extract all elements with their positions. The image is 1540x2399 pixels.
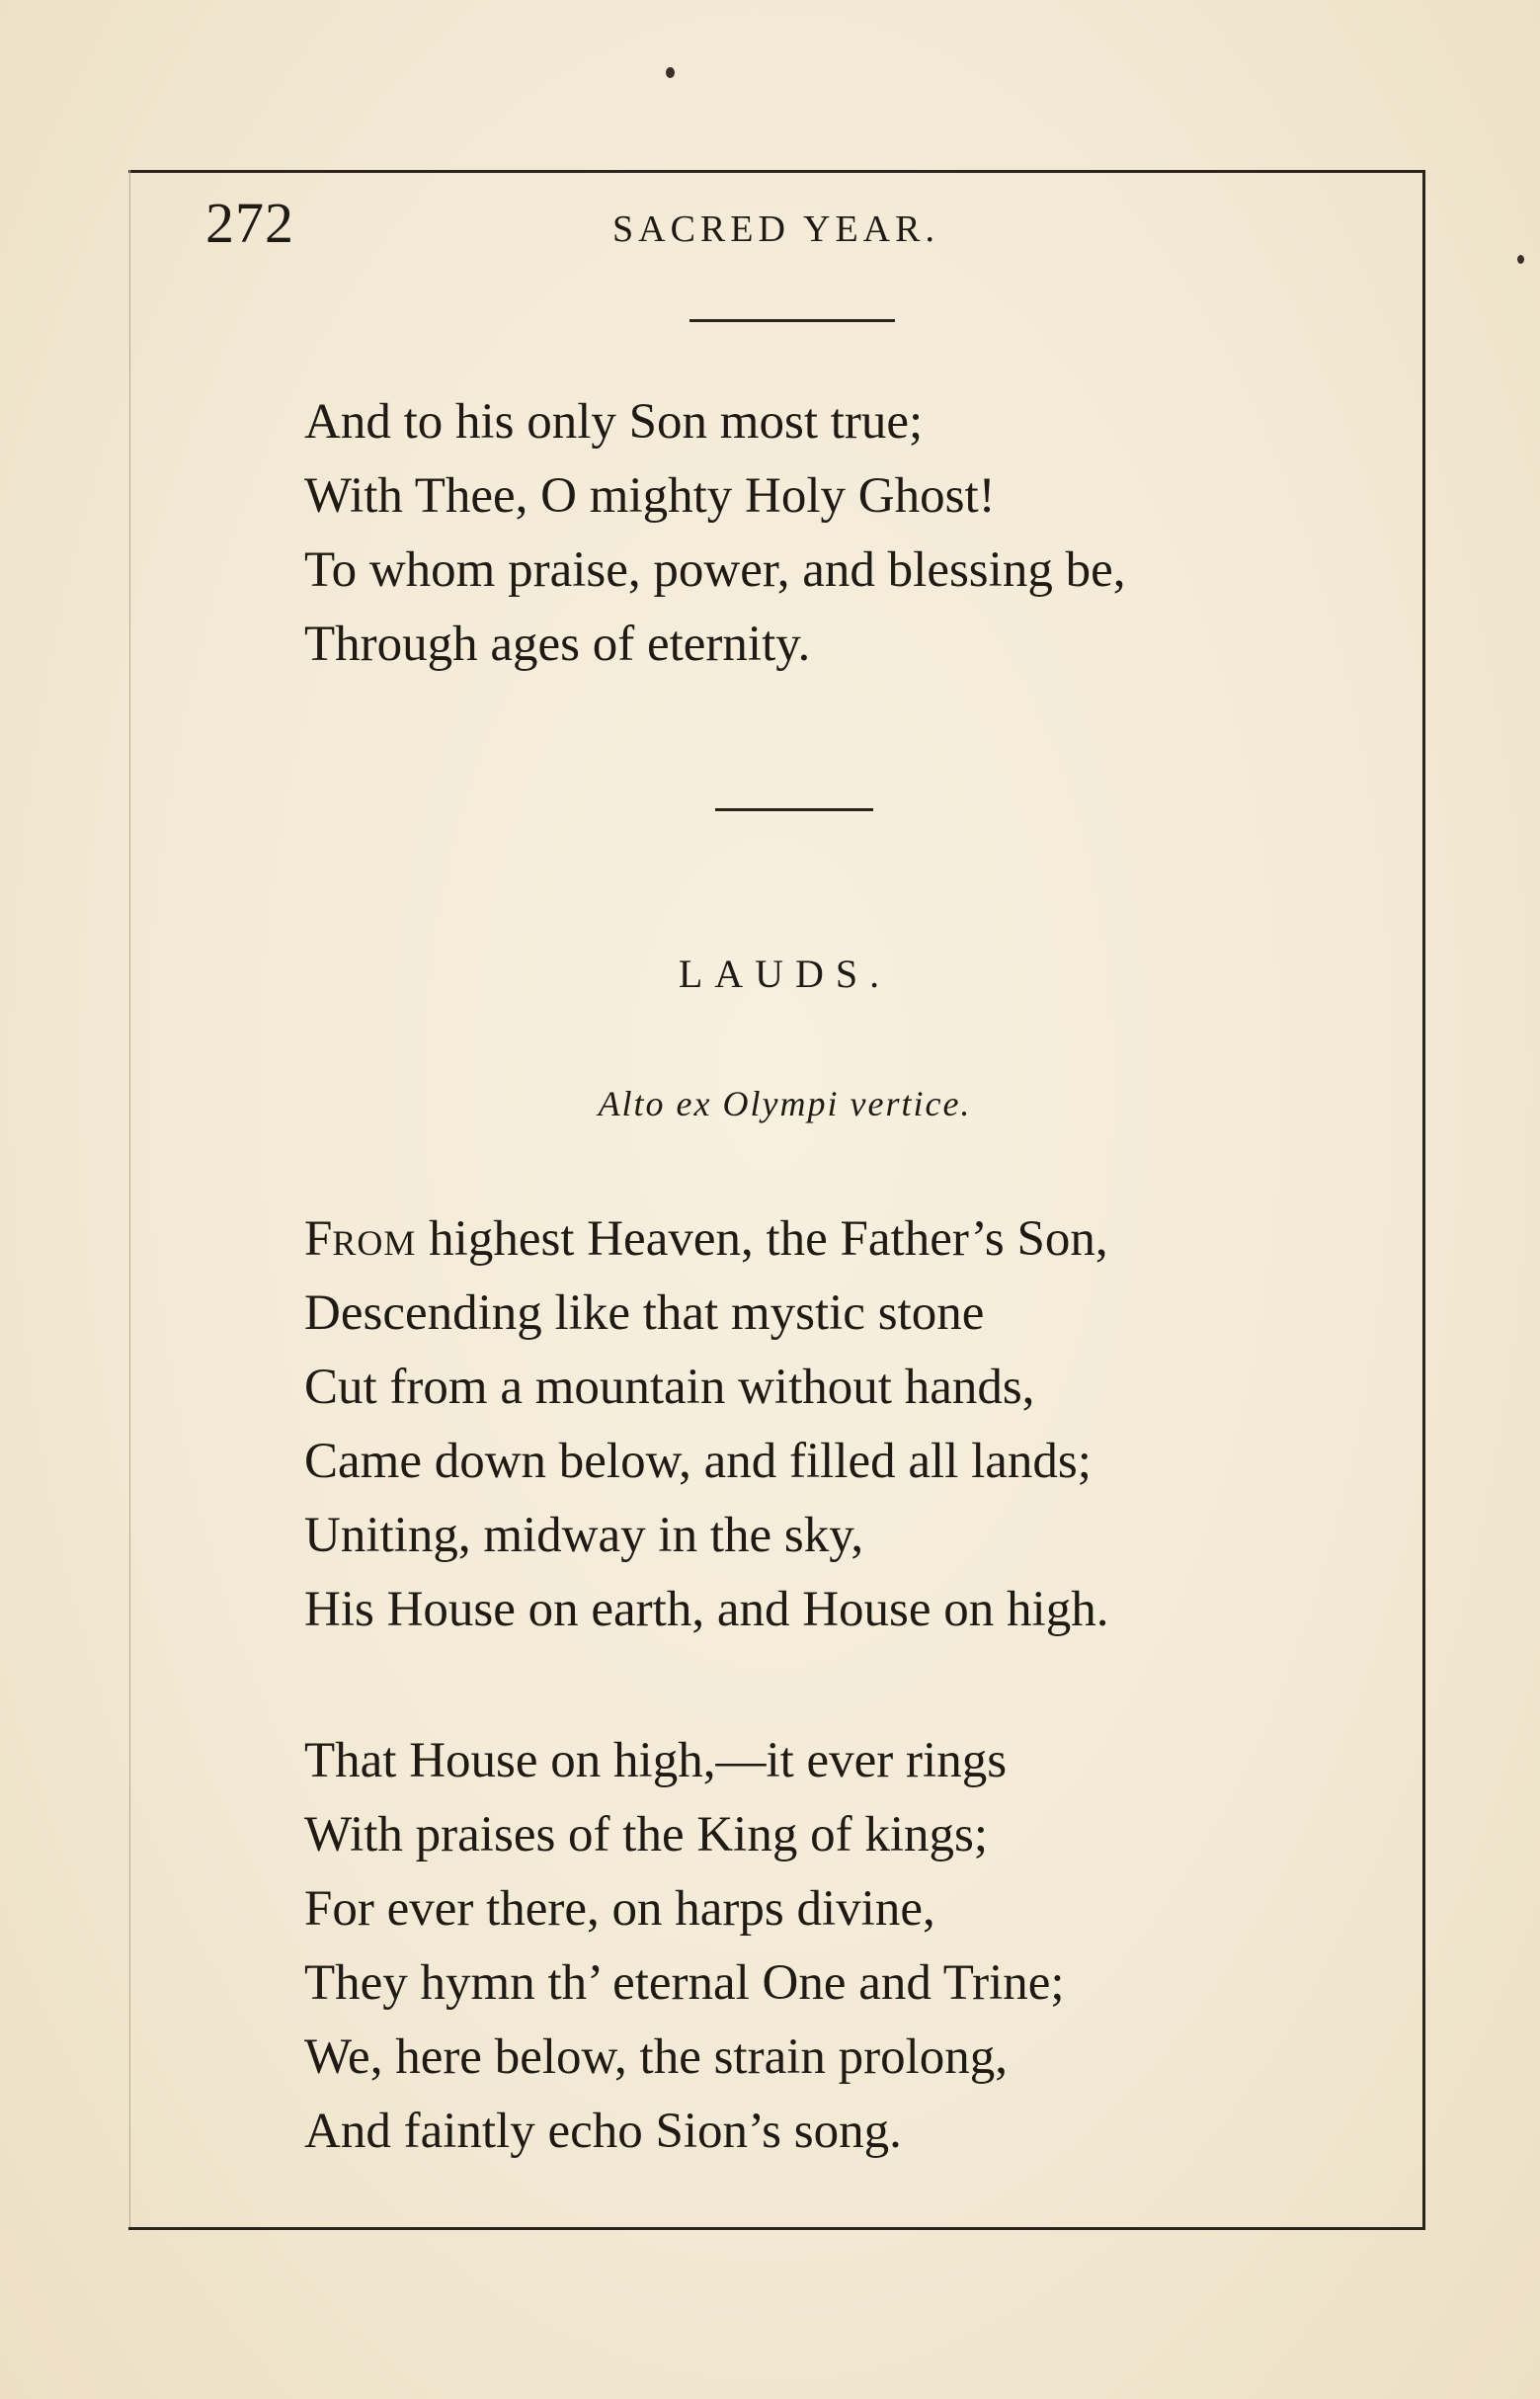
verse-line-rest: highest Heaven, the Father’s Son, xyxy=(416,1211,1108,1267)
verse-line: His House on earth, and House on high. xyxy=(304,1582,1109,1637)
header-rule xyxy=(689,319,895,322)
initial-smallcaps: rom xyxy=(332,1211,417,1267)
verse-line: They hymn th’ eternal One and Trine; xyxy=(304,1955,1065,2011)
frame-rule-top xyxy=(128,170,1424,173)
frame-rule-right xyxy=(1422,170,1425,2230)
verse-line: Descending like that mystic stone xyxy=(304,1285,985,1341)
stanza-doxology xyxy=(304,385,1125,682)
stanza-second xyxy=(304,1724,1065,2169)
print-speck xyxy=(1517,255,1524,264)
verse-line: With Thee, O mighty Holy Ghost! xyxy=(304,468,996,524)
initial-letter: F xyxy=(304,1211,333,1267)
section-divider xyxy=(715,808,873,811)
verse-line: Came down below, and filled all lands; xyxy=(304,1434,1092,1489)
verse-line-first xyxy=(304,1202,1108,1277)
verse-line: Cut from a mountain without hands, xyxy=(304,1360,1035,1415)
verse-line: To whom praise, power, and blessing be, xyxy=(304,542,1126,598)
verse-line: Uniting, midway in the sky, xyxy=(304,1508,864,1563)
page-number: 272 xyxy=(205,191,294,255)
print-speck xyxy=(666,67,675,78)
verse-line: With praises of the King of kings; xyxy=(304,1807,989,1862)
verse-line: We, here below, the strain prolong, xyxy=(304,2029,1009,2085)
stanza-first xyxy=(304,1202,1108,1647)
verse-line: That House on high,—it ever rings xyxy=(304,1733,1008,1788)
frame-rule-bottom xyxy=(128,2227,1424,2230)
verse-line: And to his only Son most true; xyxy=(304,394,924,450)
section-title: LAUDS. xyxy=(678,951,892,996)
frame-rule-left xyxy=(129,170,130,2227)
latin-incipit: Alto ex Olympi vertice. xyxy=(598,1084,972,1123)
verse-line: And faintly echo Sion’s song. xyxy=(304,2104,902,2159)
verse-line: For ever there, on harps divine, xyxy=(304,1881,935,1937)
verse-line: Through ages of eternity. xyxy=(304,617,811,672)
running-head: SACRED YEAR. xyxy=(612,208,939,250)
